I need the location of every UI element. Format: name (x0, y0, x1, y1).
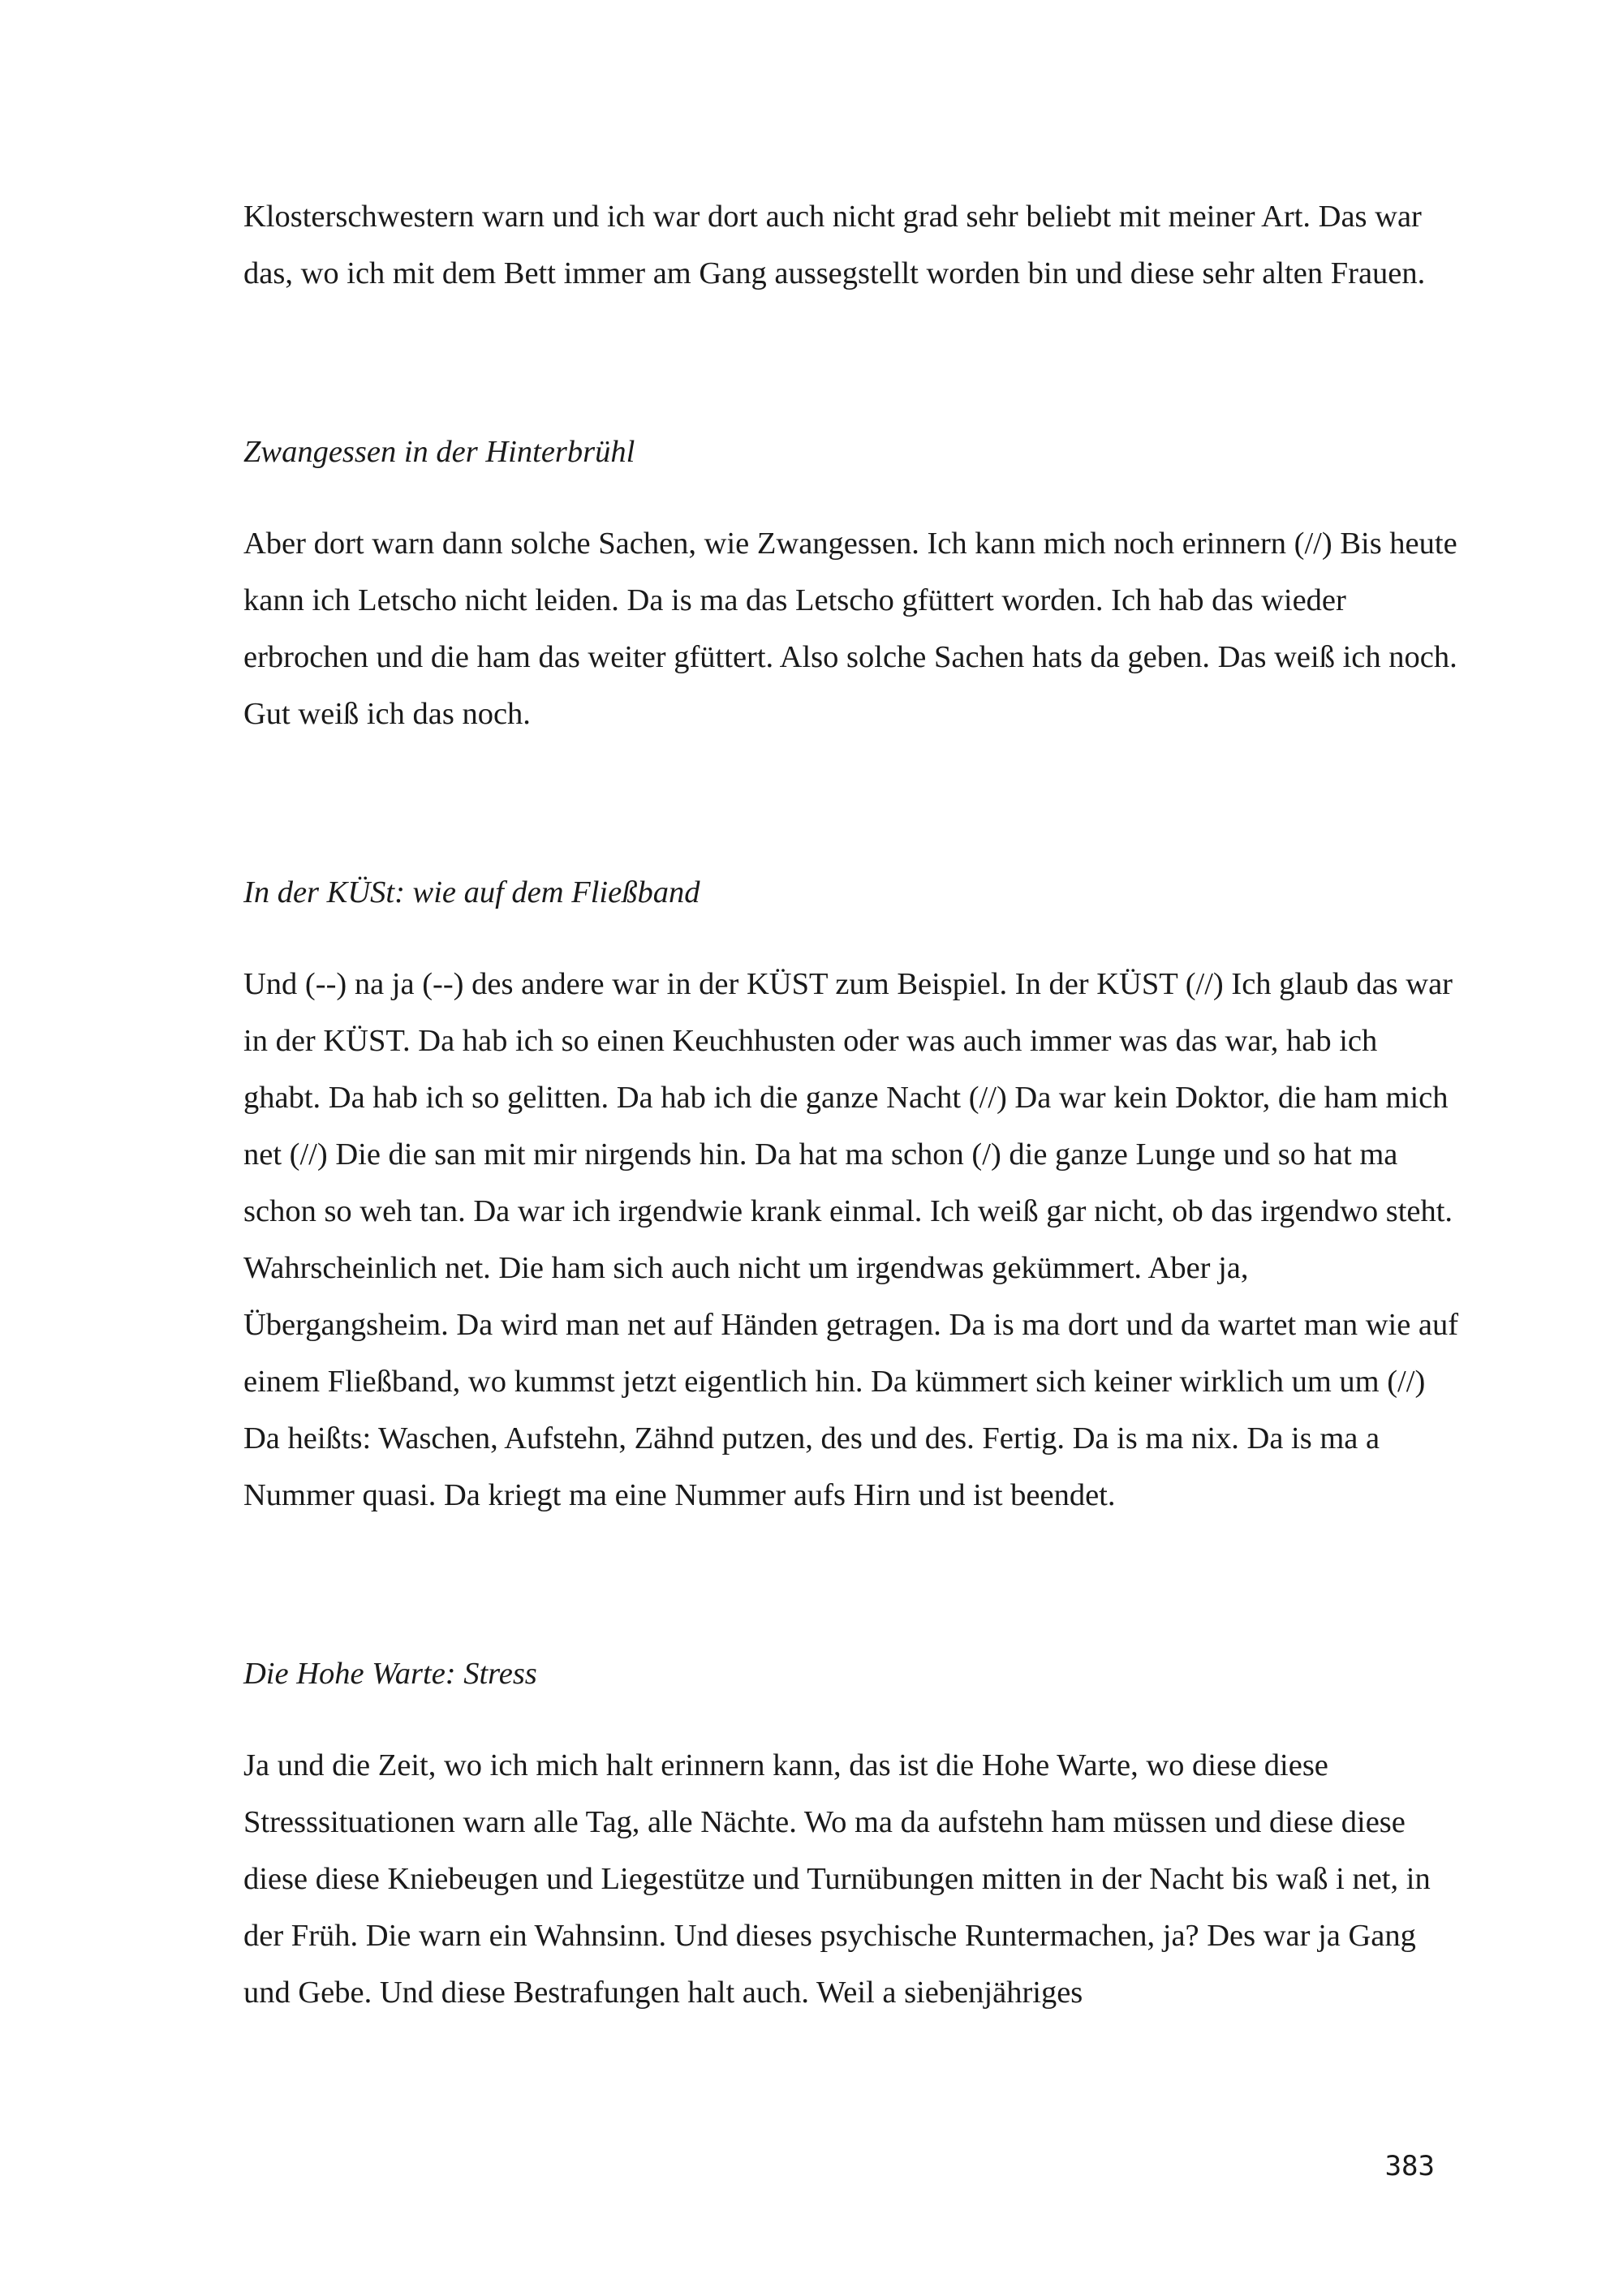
section-spacer (243, 742, 1461, 864)
section-spacer (243, 1524, 1461, 1645)
paragraph-hohe-warte: Ja und die Zeit, wo ich mich halt erinnern kann, das ist die Hohe Warte, wo diese diese Stresssituationen warn alle Tag, alle Nächte. Wo ma da aufstehn ham müssen und diese diese diese diese Kniebeugen und Liegestütze und Turnübungen mitten in der Nacht bis waß i net, in der Früh. Die warn ein Wahnsinn. Und dieses psychische Runtermachen, ja? Des war ja Gang und Gebe. Und diese Bestrafungen halt auch. Weil a siebenjähriges (243, 1748, 1431, 2010)
document-body (243, 188, 1461, 2021)
paragraph-intro: Klosterschwestern warn und ich war dort auch nicht grad sehr beliebt mit meiner Art. Das war das, wo ich mit dem Bett immer am Gang aussegstellt worden bin und diese sehr alten Frauen. (243, 200, 1426, 290)
paragraph-zwangessen: Aber dort warn dann solche Sachen, wie Zwangessen. Ich kann mich noch erinnern (//) Bis heute kann ich Letscho nicht leiden. Da is ma das Letscho gfüttert worden. Ich hab das wieder erbrochen und die ham das weiter gfüttert. Also solche Sachen hats da geben. Das weiß ich noch. Gut weiß ich das noch. (243, 527, 1457, 731)
section-heading-hohe-warte: Die Hohe Warte: Stress (243, 1657, 537, 1691)
heading-spacer (243, 480, 1461, 515)
heading-spacer (243, 921, 1461, 956)
heading-spacer (243, 1702, 1461, 1737)
paragraph-kuest: Und (--) na ja (--) des andere war in der KÜST zum Beispiel. In der KÜST (//) Ich glaub das war in der KÜST. Da hab ich so einen Keuchhusten oder was auch immer was das war, hab ich ghabt. Da hab ich so gelitten. Da hab ich die ganze Nacht (//) Da war kein Doktor, die ham mich net (//) Die die san mit mir nirgends hin. Da hat ma schon (/) die ganze Lunge und so hat ma schon so weh tan. Da war ich irgendwie krank einmal. Ich weiß gar nicht, ob das irgendwo steht. Wahrscheinlich net. Die ham sich auch nicht um irgendwas gekümmert. Aber ja, Übergangsheim. Da wird man net auf Händen getragen. Da is ma dort und da wartet man wie auf einem Fließband, wo kummst jetzt eigentlich hin. Da kümmert sich keiner wirklich um um (//) Da heißts: Waschen, Aufstehn, Zähnd putzen, des und des. Fertig. Da is ma nix. Da is ma a Nummer quasi. Da kriegt ma eine Nummer aufs Hirn und ist beendet. (243, 967, 1459, 1512)
page-number: 383 (1384, 2150, 1435, 2182)
section-heading-kuest: In der KÜSt: wie auf dem Fließband (243, 875, 700, 909)
section-spacer (243, 302, 1461, 424)
section-heading-zwangessen: Zwangessen in der Hinterbrühl (243, 435, 635, 469)
